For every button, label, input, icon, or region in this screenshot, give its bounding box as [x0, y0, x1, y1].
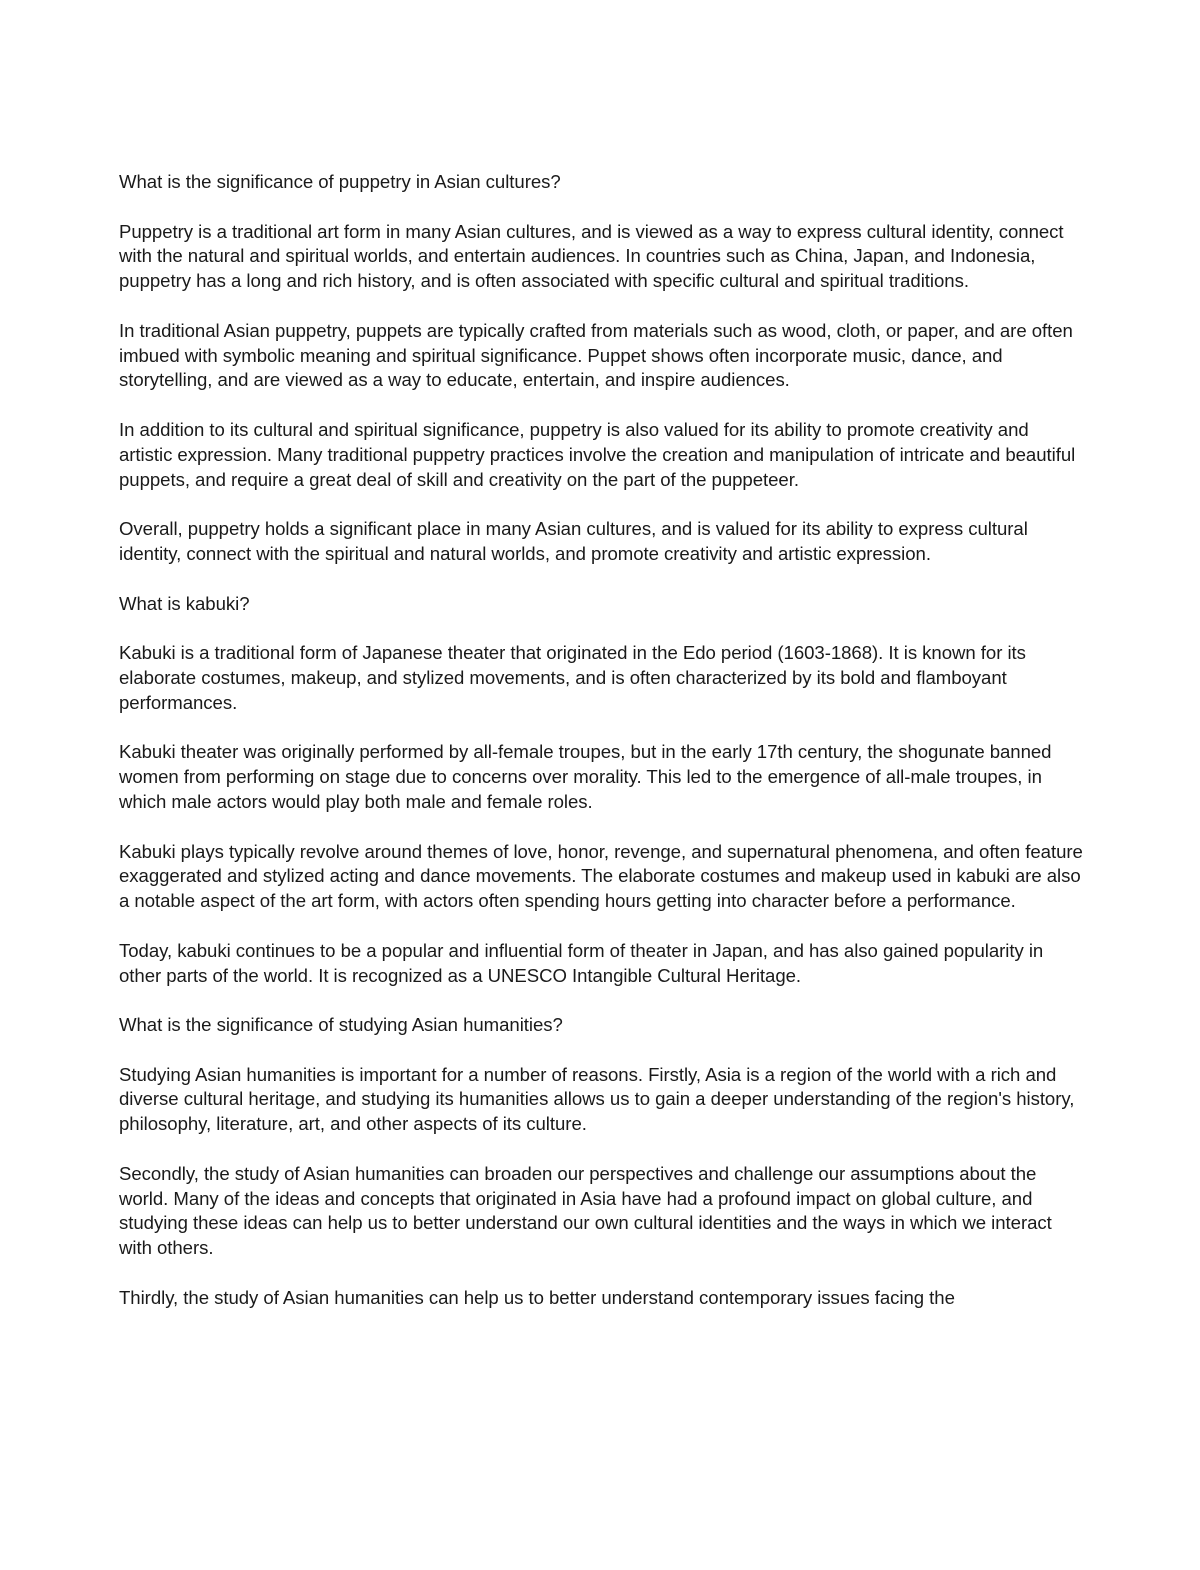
paragraph: In traditional Asian puppetry, puppets are typically crafted from materials such as wood, cloth, or paper, and are often imbued with symbolic meaning and spiritual significance. Puppet shows often incorporate music, dance, and storytelling, and are viewed as a way to educate, entertain, and inspire audiences. — [119, 319, 1073, 391]
paragraph: Studying Asian humanities is important for a number of reasons. Firstly, Asia is a region of the world with a rich and diverse cultural heritage, and studying its humanities allows us to gain a deeper understanding of the region's history, philosophy, literature, art, and other aspects of its culture. — [119, 1063, 1075, 1135]
question-heading: What is the significance of puppetry in Asian cultures? — [119, 171, 561, 192]
question-heading: What is kabuki? — [119, 592, 250, 614]
paragraph: Secondly, the study of Asian humanities can broaden our perspectives and challenge our assumptions about the world. Many of the ideas and concepts that originated in Asia have had a profound impact on global culture, and studying these ideas can help us to better understand our own cultural identities and the ways in which we interact with others. — [119, 1162, 1052, 1259]
paragraph: Today, kabuki continues to be a popular and influential form of theater in Japan, and has also gained popularity in other parts of the world. It is recognized as a UNESCO Intangible Cultural Heritage. — [119, 939, 1044, 986]
paragraph: Overall, puppetry holds a significant place in many Asian cultures, and is valued for its ability to express cultural identity, connect with the spiritual and natural worlds, and promote creativity and artistic expression. — [119, 518, 1028, 564]
question-heading: What is the significance of studying Asian humanities? — [119, 1014, 563, 1036]
paragraph: In addition to its cultural and spiritual significance, puppetry is also valued for its ability to promote creativity and artistic expression. Many traditional puppetry practices involve the creation and manipulation of intricate and beautiful puppets, and require a great deal of skill and creativity on the part of the puppeteer. — [119, 418, 1076, 490]
paragraph: Kabuki is a traditional form of Japanese theater that originated in the Edo period (1603-1868). It is known for its elaborate costumes, makeup, and stylized movements, and is often characterized by its bold and flamboyant performances. — [119, 642, 1026, 713]
paragraph: Puppetry is a traditional art form in many Asian cultures, and is viewed as a way to express cultural identity, connect with the natural and spiritual worlds, and entertain audiences. In countries such as China, Japan, and Indonesia, puppetry has a long and rich history, and is often associated with specific cultural and spiritual traditions. — [119, 220, 1064, 292]
paragraph: Thirdly, the study of Asian humanities can help us to better understand contemporary issues facing the — [119, 1286, 955, 1308]
paragraph: Kabuki theater was originally performed by all-female troupes, but in the early 17th century, the shogunate banned women from performing on stage due to concerns over morality. This led to the emergence of all-male troupes, in which male actors would play both male and female roles. — [119, 741, 1052, 812]
paragraph: Kabuki plays typically revolve around themes of love, honor, revenge, and supernatural phenomena, and often feature exaggerated and stylized acting and dance movements. The elaborate costumes and makeup used in kabuki are also a notable aspect of the art form, with actors often spending hours getting into character before a performance. — [119, 840, 1083, 912]
document-body — [119, 170, 1084, 1335]
